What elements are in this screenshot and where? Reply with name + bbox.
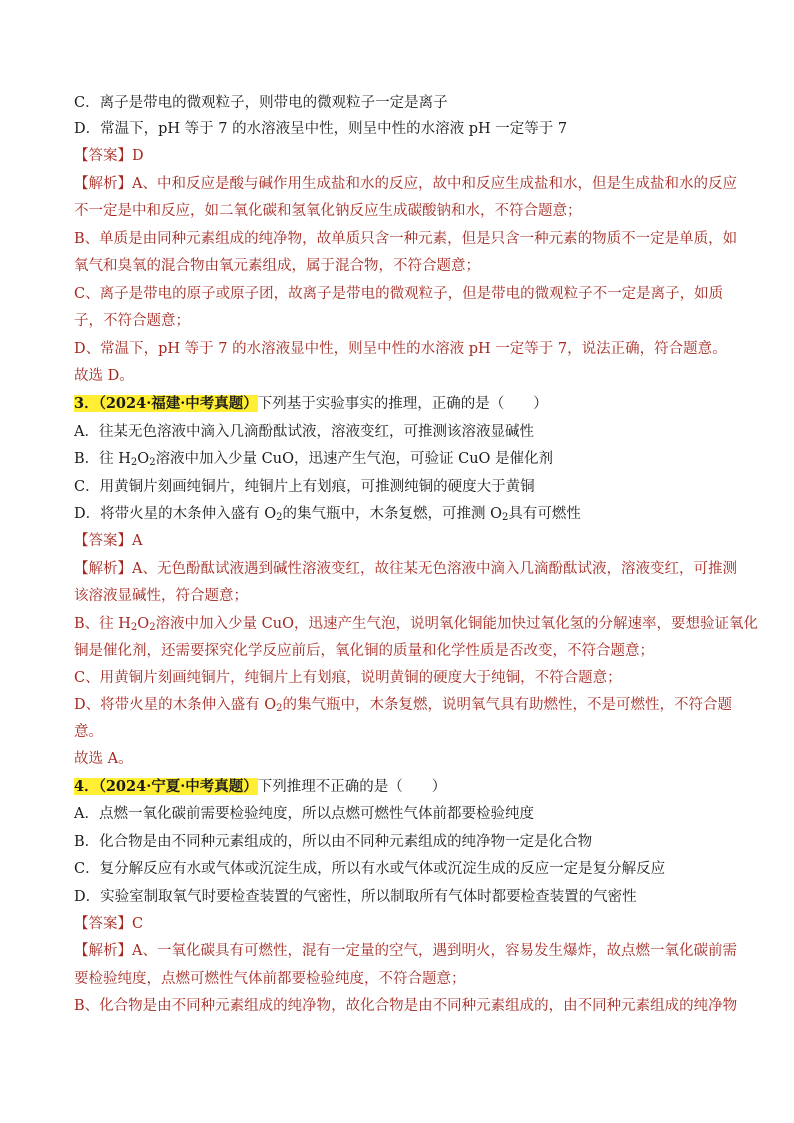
q4-explanation-line-3: B、化合物是由不同种元素组成的纯净物，故化合物是由不同种元素组成的，由不同种元素组成的纯净物 [74, 998, 738, 1014]
q3-option-b: B．往 $H_2O_2$溶液中加入少量 CuO，迅速产生气泡，可验证 CuO 是催化剂 [74, 451, 554, 468]
q3-explanation-line-6: D、将带火星的木条伸入盛有 $O_2$的集气瓶中，木条复燃，说明氧气具有助燃性，不是可燃性，不符合题 [74, 697, 732, 714]
q3-explanation-line-2: 该溶液显碱性，符合题意； [74, 588, 248, 604]
q2-choice: 故选 D。 [74, 368, 134, 384]
q2-explanation-line-6: 子，不符合题意； [74, 313, 190, 329]
q3-stem: 下列基于实验事实的推理，正确的是（ ） [257, 396, 548, 412]
q4-option-b: B．化合物是由不同种元素组成的，所以由不同种元素组成的纯净物一定是化合物 [74, 834, 593, 850]
q2-explanation-line-5: C、离子是带电的原子或原子团，故离子是带电的微观粒子，但是带电的微观粒子不一定是离子，如质 [74, 286, 724, 302]
q2-explanation-line-2: 不一定是中和反应，如二氧化碳和氢氧化钠反应生成碳酸钠和水，不符合题意； [74, 203, 582, 219]
q2-option-c: C．离子是带电的微观粒子，则带电的微观粒子一定是离子 [74, 95, 448, 111]
q2-explanation-line-3: B、单质是由同种元素组成的纯净物，故单质只含一种元素，但是只含一种元素的物质不一定是单质，如 [74, 231, 738, 247]
q4-option-c: C．复分解反应有水或气体或沉淀生成，所以有水或气体或沉淀生成的反应一定是复分解反应 [74, 861, 666, 877]
q3-explanation-line-5: C、用黄铜片刻画纯铜片，纯铜片上有划痕，说明黄铜的硬度大于纯铜，不符合题意； [74, 670, 622, 686]
q3-explanation-line-3: B、往 $H_2O_2$溶液中加入少量 CuO，迅速产生气泡，说明氧化铜能加快过氧化氢的分解速率，要想验证氧化 [74, 616, 758, 633]
q4-option-a: A．点燃一氧化碳前需要检验纯度，所以点燃可燃性气体前都要检验纯度 [74, 806, 534, 822]
q3-explanation-line-7: 意。 [74, 724, 103, 740]
q3-explanation-line-4: 铜是催化剂，还需要探究化学反应前后，氧化铜的质量和化学性质是否改变，不符合题意； [74, 643, 654, 659]
q3-option-d: D．将带火星的木条伸入盛有 $O_2$的集气瓶中，木条复燃，可推测 $O_2$具有可燃性 [74, 506, 581, 523]
q2-answer: 【答案】D [74, 148, 144, 164]
q4-answer: 【答案】C [74, 916, 144, 932]
q4-source-tag: 4．（2024·宁夏·中考真题） [74, 778, 258, 795]
q3-choice: 故选 A。 [74, 751, 133, 767]
q2-explanation-line-1: 【解析】A、中和反应是酸与碱作用生成盐和水的反应，故中和反应生成盐和水，但是生成盐和水的反应 [74, 176, 737, 192]
q4-option-d: D．实验室制取氧气时要检查装置的气密性，所以制取所有气体时都要检查装置的气密性 [74, 889, 637, 905]
q3-option-a: A．往某无色溶液中滴入几滴酚酞试液，溶液变红，可推测该溶液显碱性 [74, 424, 534, 440]
q3-option-c: C．用黄铜片刻画纯铜片，纯铜片上有划痕，可推测纯铜的硬度大于黄铜 [74, 479, 535, 495]
q3-heading [74, 394, 548, 414]
q4-heading [74, 777, 446, 797]
q4-explanation-line-1: 【解析】A、一氧化碳具有可燃性，混有一定量的空气，遇到明火，容易发生爆炸，故点燃一氧化碳前需 [74, 943, 737, 959]
q2-explanation-line-4: 氧气和臭氧的混合物由氧元素组成，属于混合物，不符合题意； [74, 258, 480, 274]
q4-explanation-line-2: 要检验纯度，点燃可燃性气体前都要检验纯度，不符合题意； [74, 971, 466, 987]
q3-explanation-line-1: 【解析】A、无色酚酞试液遇到碱性溶液变红，故往某无色溶液中滴入几滴酚酞试液，溶液变红，可推测 [74, 561, 737, 577]
q2-explanation-line-7: D、常温下，pH 等于 7 的水溶液显中性，则呈中性的水溶液 pH 一定等于 7，说法正确，符合题意。 [74, 341, 727, 357]
q4-stem: 下列推理不正确的是（ ） [257, 779, 447, 795]
q3-source-tag: 3．（2024·福建·中考真题） [74, 395, 258, 412]
q3-answer: 【答案】A [74, 533, 143, 549]
q2-option-d: D．常温下，pH 等于 7 的水溶液呈中性，则呈中性的水溶液 pH 一定等于 7 [74, 121, 568, 137]
